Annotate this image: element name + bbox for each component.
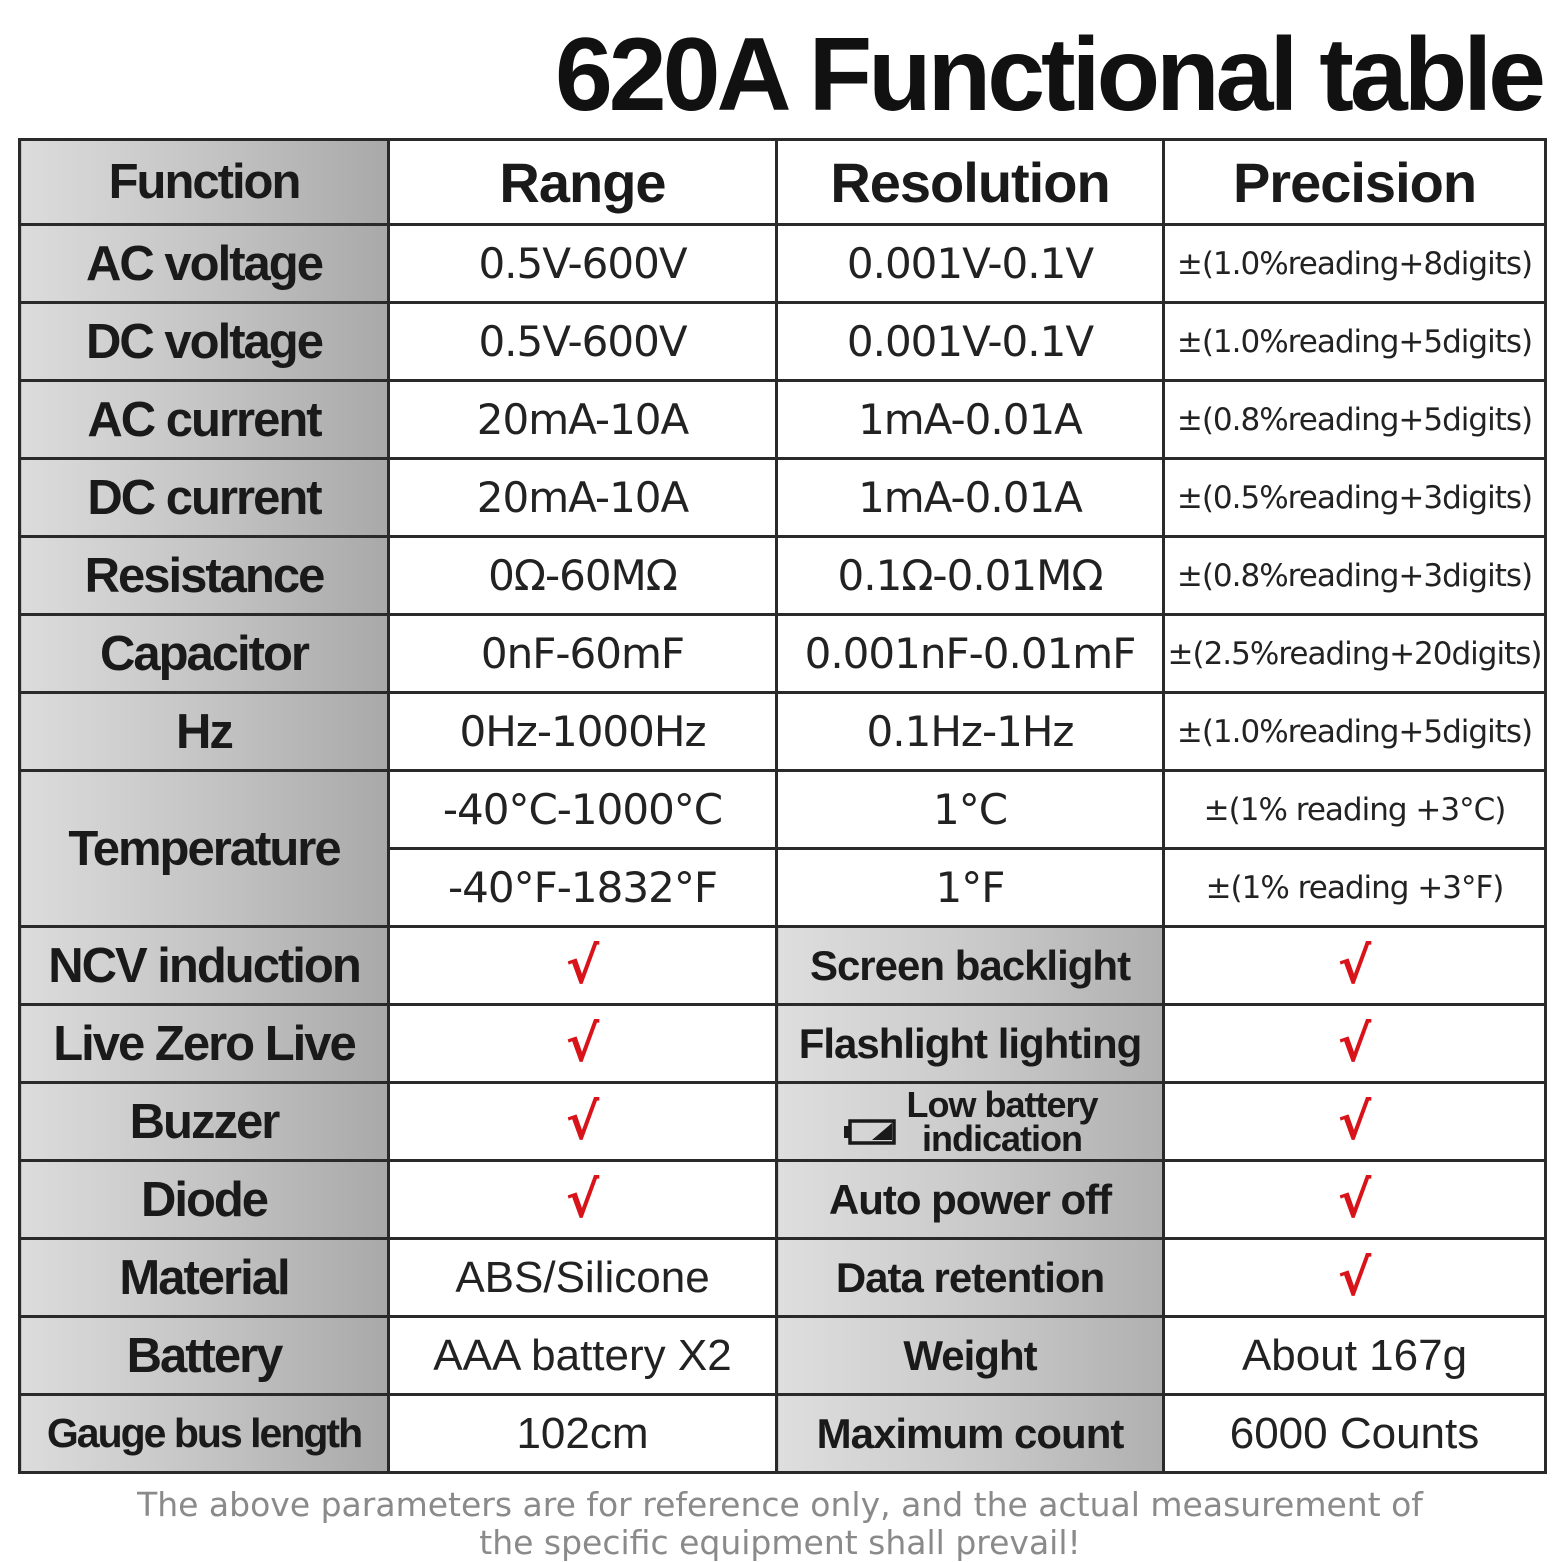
feature-name-left: Buzzer — [20, 1083, 389, 1161]
function-cell: Capacitor — [20, 615, 389, 693]
resolution-cell: 1°F — [777, 849, 1164, 927]
range-cell: 0Ω-60MΩ — [389, 537, 777, 615]
resolution-cell: 0.1Hz-1Hz — [777, 693, 1164, 771]
footnote — [0, 1486, 1560, 1562]
feature-name-right: Maximum count — [777, 1395, 1164, 1473]
function-cell: Resistance — [20, 537, 389, 615]
feature-row — [20, 1005, 1546, 1083]
battery-value: AAA battery X2 — [389, 1317, 777, 1395]
resolution-cell: 0.001nF-0.01mF — [777, 615, 1164, 693]
feature-name-right: Data retention — [777, 1239, 1164, 1317]
feature-name-right: Flashlight lighting — [777, 1005, 1164, 1083]
feature-name-left: Live Zero Live — [20, 1005, 389, 1083]
range-cell: 20mA-10A — [389, 381, 777, 459]
table-row — [20, 225, 1546, 303]
precision-cell: ±(0.5%reading+3digits) — [1164, 459, 1546, 537]
feature-row — [20, 1395, 1546, 1473]
check-mark: √ — [1164, 1005, 1546, 1083]
table-row — [20, 537, 1546, 615]
header-function: Function — [20, 140, 389, 225]
check-mark: √ — [1164, 1083, 1546, 1161]
header-range: Range — [389, 140, 777, 225]
function-cell: DC voltage — [20, 303, 389, 381]
precision-cell: ±(1% reading +3°C) — [1164, 771, 1546, 849]
low-battery-line2: indication — [922, 1117, 1082, 1159]
range-cell: -40°F-1832°F — [389, 849, 777, 927]
feature-name-left: Diode — [20, 1161, 389, 1239]
table-row — [20, 381, 1546, 459]
resolution-cell: 0.001V-0.1V — [777, 303, 1164, 381]
feature-name-right: Screen backlight — [777, 927, 1164, 1005]
low-battery-line1: Low battery — [906, 1083, 1098, 1125]
resolution-cell: 0.001V-0.1V — [777, 225, 1164, 303]
resolution-cell: 1mA-0.01A — [777, 459, 1164, 537]
feature-name-left: Material — [20, 1239, 389, 1317]
function-cell: AC current — [20, 381, 389, 459]
check-mark: √ — [1164, 927, 1546, 1005]
page-title: 620A Functional table — [554, 17, 1542, 133]
range-cell: 20mA-10A — [389, 459, 777, 537]
header-precision: Precision — [1164, 140, 1546, 225]
footnote-line1: The above parameters are for reference only, and the actual measurement of — [137, 1485, 1423, 1524]
function-cell: AC voltage — [20, 225, 389, 303]
table-row — [20, 615, 1546, 693]
table-row-temperature-c — [20, 771, 1546, 849]
range-cell: 0.5V-600V — [389, 225, 777, 303]
feature-name-left: NCV induction — [20, 927, 389, 1005]
functional-table — [18, 138, 1547, 1474]
feature-name-left: Battery — [20, 1317, 389, 1395]
function-cell: DC current — [20, 459, 389, 537]
feature-name-left: Gauge bus length — [20, 1395, 389, 1473]
gauge-bus-length-value: 102cm — [389, 1395, 777, 1473]
check-mark: √ — [389, 1161, 777, 1239]
precision-cell: ±(1.0%reading+8digits) — [1164, 225, 1546, 303]
table-row — [20, 693, 1546, 771]
range-cell: 0.5V-600V — [389, 303, 777, 381]
range-cell: 0Hz-1000Hz — [389, 693, 777, 771]
check-mark: √ — [389, 1083, 777, 1161]
precision-cell: ±(2.5%reading+20digits) — [1164, 615, 1546, 693]
header-resolution: Resolution — [777, 140, 1164, 225]
table-row — [20, 459, 1546, 537]
feature-row — [20, 1161, 1546, 1239]
feature-name-right: Weight — [777, 1317, 1164, 1395]
low-battery-label — [842, 1083, 1098, 1159]
precision-cell: ±(0.8%reading+3digits) — [1164, 537, 1546, 615]
check-mark: √ — [1164, 1239, 1546, 1317]
weight-value: About 167g — [1164, 1317, 1546, 1395]
check-mark: √ — [389, 927, 777, 1005]
feature-name-right — [777, 1083, 1164, 1161]
feature-row — [20, 1083, 1546, 1161]
material-value: ABS/Silicone — [389, 1239, 777, 1317]
table-row — [20, 303, 1546, 381]
range-cell: 0nF-60mF — [389, 615, 777, 693]
feature-row — [20, 927, 1546, 1005]
precision-cell: ±(1.0%reading+5digits) — [1164, 693, 1546, 771]
feature-name-right: Auto power off — [777, 1161, 1164, 1239]
range-cell: -40°C-1000°C — [389, 771, 777, 849]
battery-icon — [842, 1108, 898, 1136]
feature-row — [20, 1317, 1546, 1395]
resolution-cell: 1°C — [777, 771, 1164, 849]
precision-cell: ±(0.8%reading+5digits) — [1164, 381, 1546, 459]
precision-cell: ±(1.0%reading+5digits) — [1164, 303, 1546, 381]
check-mark: √ — [389, 1005, 777, 1083]
function-cell-temperature: Temperature — [20, 771, 389, 927]
resolution-cell: 0.1Ω-0.01MΩ — [777, 537, 1164, 615]
maximum-count-value: 6000 Counts — [1164, 1395, 1546, 1473]
feature-row — [20, 1239, 1546, 1317]
check-mark: √ — [1164, 1161, 1546, 1239]
function-cell: Hz — [20, 693, 389, 771]
resolution-cell: 1mA-0.01A — [777, 381, 1164, 459]
precision-cell: ±(1% reading +3°F) — [1164, 849, 1546, 927]
footnote-line2: the specific equipment shall prevail! — [479, 1523, 1081, 1562]
header-row — [20, 140, 1546, 225]
